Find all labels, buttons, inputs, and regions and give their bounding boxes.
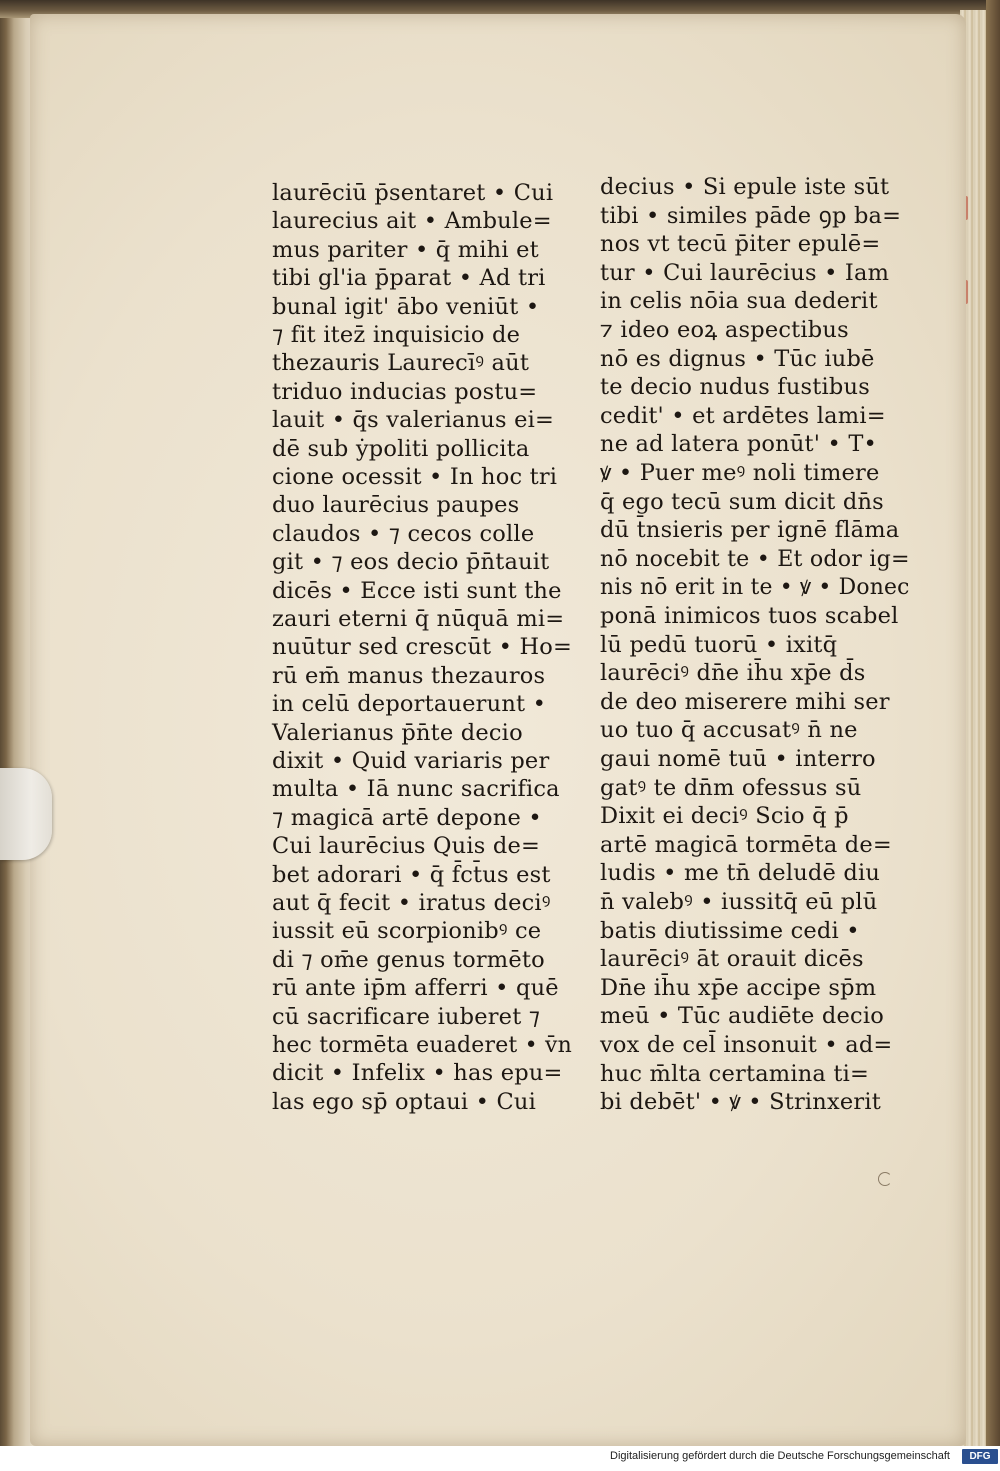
text-line: q̄ ego tecū sum dicit dn̄s — [600, 488, 884, 515]
text-line: te decio nudus fustibus — [600, 374, 870, 401]
text-line: nuūtur sed crescūt • Ho= — [272, 634, 573, 661]
text-line: ⁊ fit itez̄ inquisicio de — [272, 322, 521, 348]
text-line: in celū deportauerunt • — [272, 691, 547, 718]
text-line: nos vt tecū p̄iter epulē= — [600, 231, 881, 258]
text-line: bunal igit' ābo veniūt • — [272, 293, 540, 320]
text-line: git • ⁊ eos decio p̄n̄tauit — [272, 549, 550, 576]
text-line: laurecius ait • Ambule= — [272, 208, 552, 235]
text-line: ⁊ ideo eoꝝ aspectibus — [600, 317, 849, 343]
text-line: hec tormēta euaderet • v̄n — [272, 1032, 572, 1058]
text-line: tibi gl'ia p̄parat • Ad tri — [272, 265, 546, 292]
digitization-credit: Digitalisierung gefördert durch die Deutsche Forschungsgemeinschaft — [610, 1450, 950, 1462]
text-line: cū sacrificare iuberet ⁊ — [272, 1003, 541, 1030]
text-line: bet adorari • q̄ f̄ct̄us est — [272, 861, 551, 888]
text-line: in celis nōia sua dederit — [600, 288, 878, 315]
text-line: mus pariter • q̄ mihi et — [272, 236, 539, 263]
text-line: batis diutissime cedi • — [600, 917, 860, 944]
text-line: Cui laurēcius Quis de= — [272, 833, 541, 860]
text-line: artē magicā tormēta de= — [600, 831, 892, 858]
text-line: gatꝰ te dn̄m ofessus sū — [600, 774, 862, 801]
page-tab-strip — [0, 768, 52, 860]
text-line: laurēciū p̄sentaret • Cui — [272, 180, 554, 206]
text-line: vox de cel̄ insonuit • ad= — [600, 1032, 893, 1058]
text-line: dū t̄nsieris per ignē flāma — [600, 517, 900, 544]
text-line: ꝟ • Puer meꝰ noli timere — [600, 460, 880, 486]
text-line: huc m̄lta certamina ti= — [600, 1060, 870, 1087]
text-line: rū em̄ manus thezauros — [272, 662, 546, 689]
text-line: zauri eterni q̄ nūquā mi= — [272, 606, 565, 632]
text-line: iussit eū scorpionibꝰ ce — [272, 918, 542, 945]
text-line: Dixit ei deciꝰ Scio q̄ p̄ — [600, 803, 849, 830]
text-line: ludis • me tn̄ deludē diu — [600, 860, 881, 887]
text-line: nō es dignus • Tūc iubē — [600, 345, 875, 372]
text-line: ⁊ magicā artē depone • — [272, 804, 542, 831]
text-line: laurēciꝰ dn̄e ih̄u xp̄e d̄s — [600, 660, 866, 687]
text-line: bi debēt' • ꝟ • Strinxerit — [600, 1089, 881, 1116]
text-line: dixit • Quid variaris per — [272, 748, 550, 774]
text-line: di ⁊ om̄e genus tormēto — [272, 946, 545, 973]
text-line: meū • Tūc audiēte decio — [600, 1003, 884, 1030]
text-line: nō nocebit te • Et odor ig= — [600, 545, 910, 572]
page-mark — [878, 1172, 892, 1186]
text-line: multa • Iā nunc sacrifica — [272, 776, 560, 803]
text-line: aut q̄ fecit • iratus deciꝰ — [272, 890, 551, 916]
text-line: duo laurēcius paupes — [272, 492, 520, 519]
text-line: ne ad latera ponūt' • T• — [600, 431, 878, 458]
text-line: dicēs • Ecce isti sunt the — [272, 577, 562, 604]
text-line: dē sub ẏpoliti pollicita — [272, 435, 530, 462]
text-line: tur • Cui laurēcius • Iam — [600, 259, 890, 286]
text-line: tibi • similes pāde ꝯp ba= — [600, 202, 902, 229]
text-line: Valerianus p̄n̄te decio — [272, 719, 523, 746]
text-line: nis nō erit in te • ꝟ • Donec — [600, 574, 910, 601]
text-line: Dn̄e ih̄u xp̄e accipe sp̄m — [600, 974, 877, 1001]
text-line: claudos • ⁊ cecos colle — [272, 520, 535, 547]
text-line: laurēciꝰ āt orauit dicēs — [600, 946, 864, 973]
text-line: thezauris Laurecīꝰ aūt — [272, 350, 530, 377]
text-line: cedit' • et ardētes lami= — [600, 402, 886, 429]
book-edge-cover — [986, 0, 1000, 1450]
text-line: gaui nomē tuū • interro — [600, 746, 876, 772]
text-line: decius • Si epule iste sūt — [600, 174, 890, 200]
text-line: lauit • q̄s valerianus ei= — [272, 407, 555, 434]
dfg-logo: DFG — [962, 1449, 998, 1464]
text-line: uo tuo q̄ accusatꝰ n̄ ne — [600, 717, 858, 744]
text-line: n̄ valebꝰ • iussitq̄ eū plū — [600, 889, 878, 915]
text-line: dicit • Infelix • has epu= — [272, 1060, 563, 1087]
text-line: las ego sp̄ optaui • Cui — [272, 1088, 536, 1115]
text-line: ponā inimicos tuos scabel — [600, 603, 899, 629]
text-line: triduo inducias postu= — [272, 378, 538, 405]
text-line: lū pedū tuorū • ixitq̄ — [600, 631, 838, 658]
text-line: rū ante ip̄m afferri • quē — [272, 975, 559, 1002]
text-line: cione ocessit • In hoc tri — [272, 464, 558, 490]
text-line: de deo miserere mihi ser — [600, 688, 890, 715]
